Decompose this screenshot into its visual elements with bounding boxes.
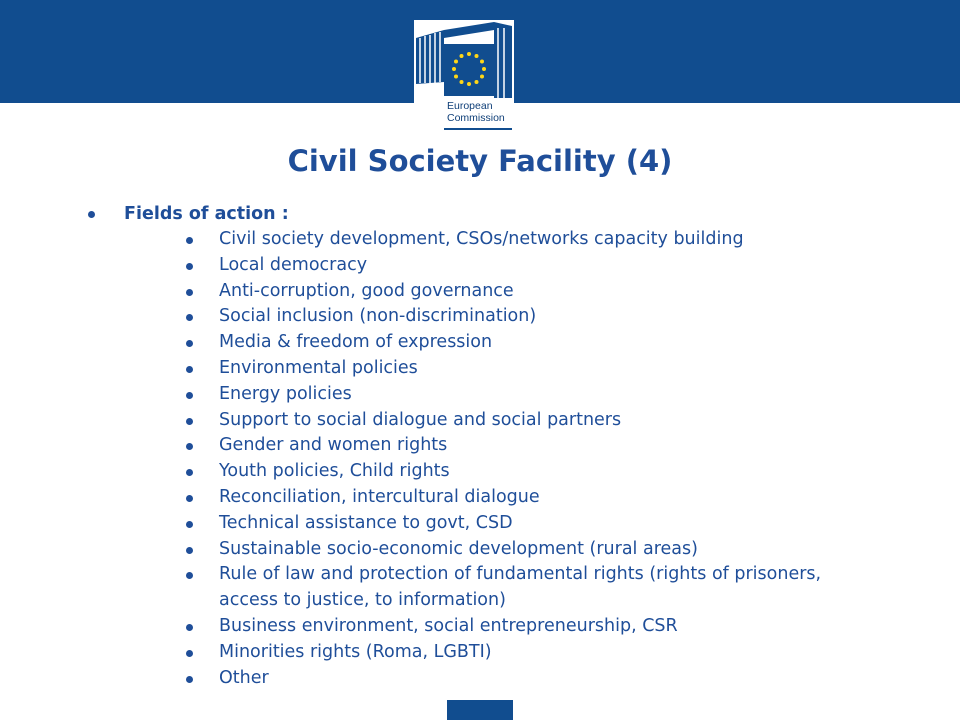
eu-flag-strip [447, 700, 513, 720]
bullet-icon [186, 314, 193, 321]
bullet-icon [186, 237, 193, 244]
list-item: Gender and women rights [0, 433, 859, 459]
bullet-icon [88, 211, 95, 218]
list-item: Local democracy [0, 253, 859, 279]
bullet-icon [186, 366, 193, 373]
bullet-icon [186, 392, 193, 399]
bullet-icon [186, 572, 193, 579]
list-item: Civil society development, CSOs/networks capacity building [0, 227, 859, 253]
list-item: Reconciliation, intercultural dialogue [0, 485, 859, 511]
slide-content [0, 201, 960, 691]
list-item: Energy policies [0, 382, 859, 408]
section-heading-item [0, 201, 960, 227]
slide-title: Civil Society Facility (4) [287, 144, 673, 178]
bullet-icon [186, 469, 193, 476]
logo-line-2: Commission [447, 112, 505, 124]
fields-of-action-list [0, 227, 960, 691]
bullet-icon [186, 547, 193, 554]
list-item: Environmental policies [0, 356, 859, 382]
bullet-icon [186, 495, 193, 502]
bullet-icon [186, 443, 193, 450]
bullet-icon [186, 340, 193, 347]
logo-line-1: European [447, 100, 493, 112]
bullet-icon [186, 624, 193, 631]
list-item: Youth policies, Child rights [0, 459, 859, 485]
list-item: Technical assistance to govt, CSD [0, 511, 859, 537]
list-item: Anti-corruption, good governance [0, 279, 859, 305]
bullet-icon [186, 263, 193, 270]
bullet-icon [186, 418, 193, 425]
bullet-icon [186, 650, 193, 657]
list-item: Rule of law and protection of fundamental rights (rights of prisoners, access to justice, to information) [0, 562, 859, 614]
logo-wordmark [447, 100, 517, 124]
list-item: Support to social dialogue and social partners [0, 408, 859, 434]
list-item: Media & freedom of expression [0, 330, 859, 356]
bullet-icon [186, 521, 193, 528]
bullet-icon [186, 289, 193, 296]
list-item: Business environment, social entrepreneurship, CSR [0, 614, 859, 640]
section-heading: Fields of action : [124, 204, 289, 224]
list-item: Other [0, 666, 859, 692]
list-item: Minorities rights (Roma, LGBTI) [0, 640, 859, 666]
list-item: Sustainable socio-economic development (rural areas) [0, 537, 859, 563]
bullet-icon [186, 676, 193, 683]
european-commission-logo [414, 20, 514, 133]
list-item: Social inclusion (non-discrimination) [0, 304, 859, 330]
